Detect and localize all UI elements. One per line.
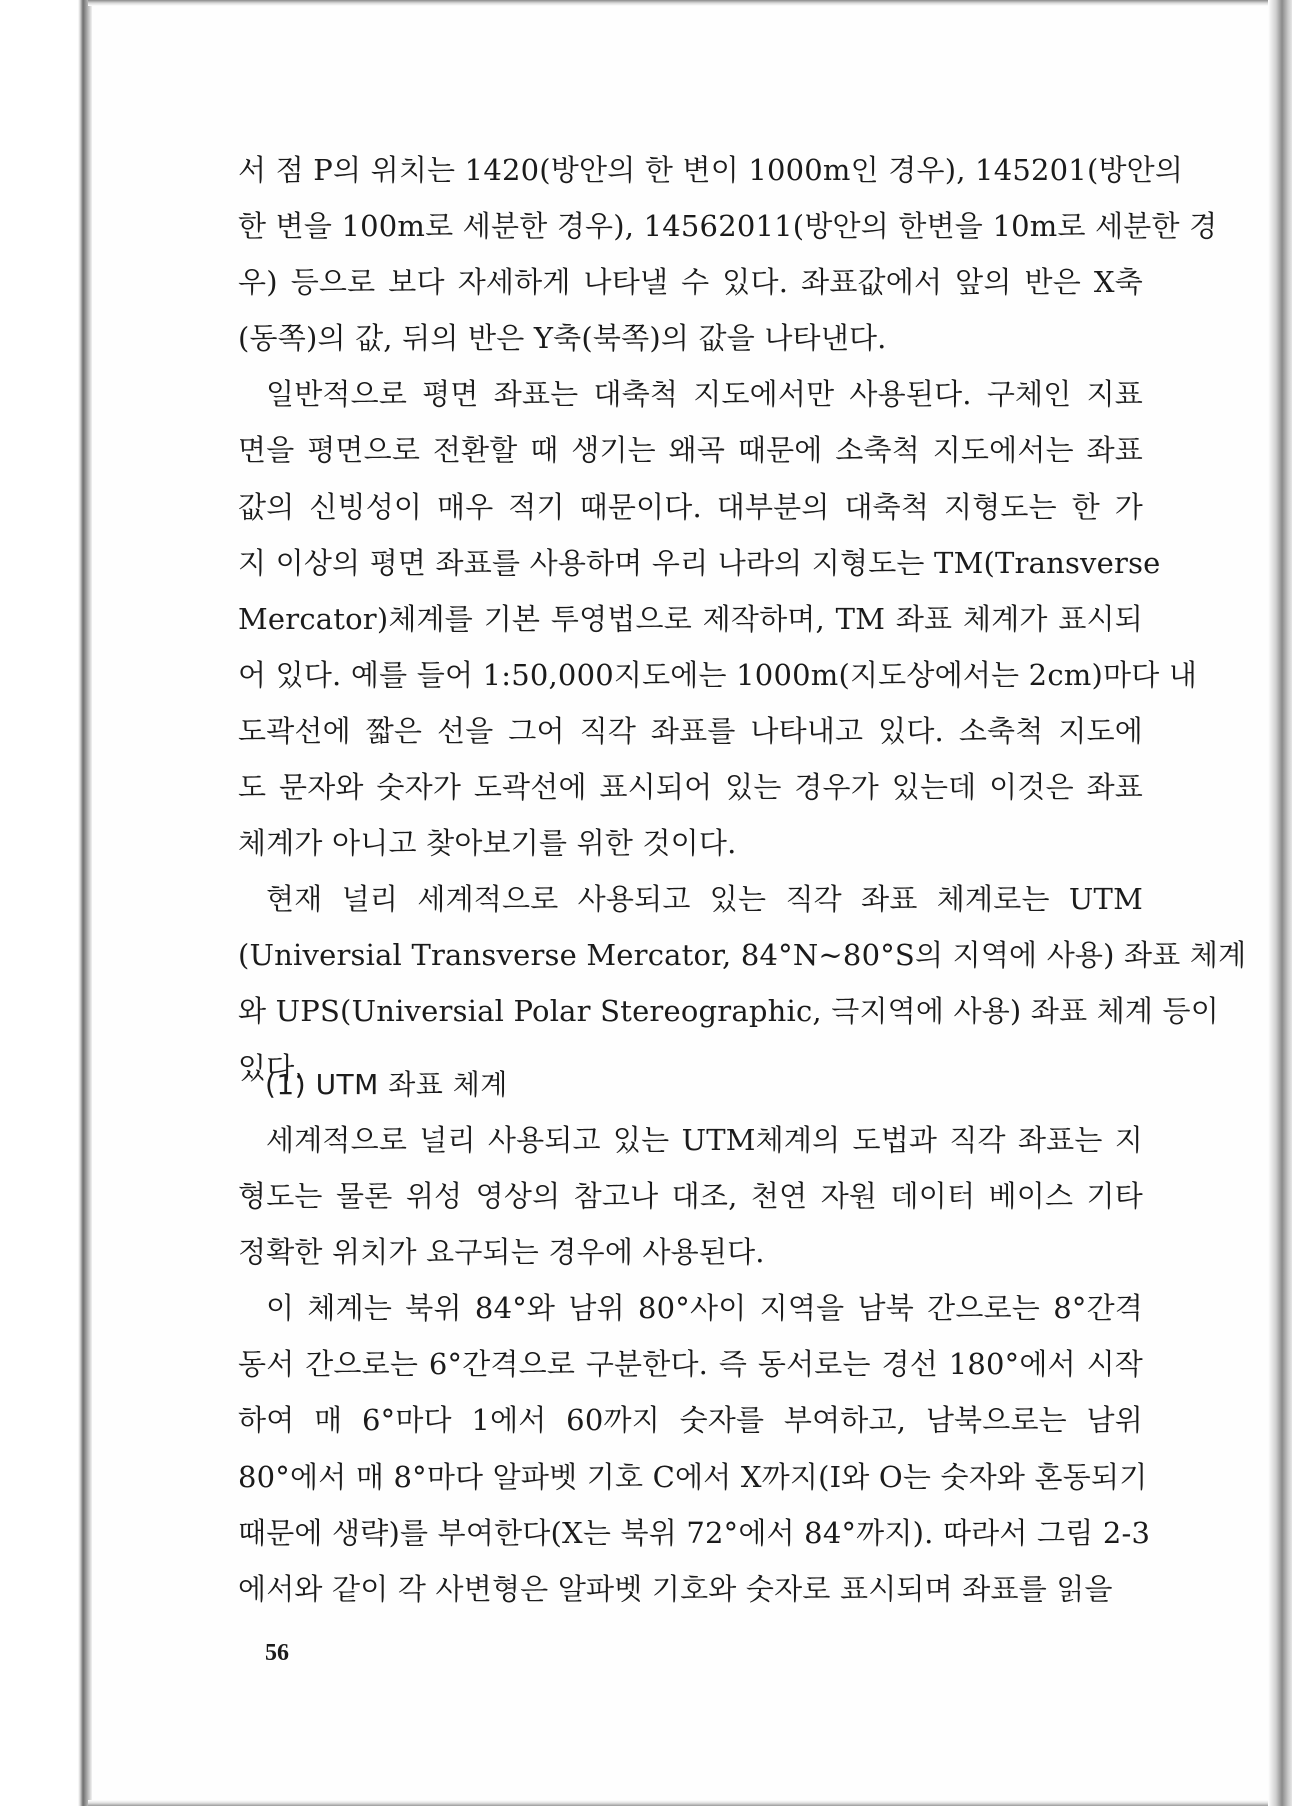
text-line: Mercator)체계를 기본 투영법으로 제작하며, TM 좌표 체계가 표시되 [238,601,1143,636]
text-line: 세계적으로 널리 사용되고 있는 UTM체계의 도법과 직각 좌표는 지 [266,1123,1143,1157]
text-line: 서 점 P의 위치는 1420(방안의 한 변이 1000m인 경우), 145201(방안의 [238,153,1184,187]
body-text-bottom [238,1112,1151,1617]
text-line: 지 이상의 평면 좌표를 사용하며 우리 나라의 지형도는 TM(Transverse [238,545,1161,580]
text-line: 어 있다. 예를 들어 1:50,000지도에는 1000m(지도상에서는 2cm)마다 내 [238,657,1198,692]
text-line: 값의 신빙성이 매우 적기 때문이다. 대부분의 대축척 지형도는 한 가 [238,489,1143,524]
book-spine-shadow [0,0,92,1806]
text-line: 하여 매 6°마다 1에서 60까지 숫자를 부여하고, 남북으로는 남위 [238,1403,1143,1438]
text-line: 현재 널리 세계적으로 사용되고 있는 직각 좌표 체계로는 UTM [266,882,1143,917]
text-line: 도 문자와 숫자가 도곽선에 표시되어 있는 경우가 있는데 이것은 좌표 [238,770,1143,805]
body-text-top [238,142,1247,1096]
text-line: 때문에 생략)를 부여한다(X는 북위 72°에서 84°까지). 따라서 그림 2-3 [238,1515,1151,1550]
text-line: 면을 평면으로 전환할 때 생기는 왜곡 때문에 소축척 지도에서는 좌표 [238,433,1143,468]
page-edge-shadow [1268,0,1292,1806]
text-line: 한 변을 100m로 세분한 경우), 14562011(방안의 한변을 10m로 세분한 경 [238,209,1218,244]
text-line: 에서와 같이 각 사변형은 알파벳 기호와 숫자로 표시되며 좌표를 읽을 [238,1571,1113,1606]
text-line: 체계가 아니고 찾아보기를 위한 것이다. [238,826,737,861]
paragraph [238,366,1198,871]
text-line: (Universial Transverse Mercator, 84°N~80°S의 지역에 사용) 좌표 체계 [238,938,1247,973]
text-line: 와 UPS(Universial Polar Stereographic, 극지역에 사용) 좌표 체계 등이 [238,994,1219,1029]
text-line: 있다. [238,1050,304,1085]
page-bottom-edge [88,1800,1268,1806]
text-line: 일반적으로 평면 좌표는 대축척 지도에서만 사용된다. 구체인 지표 [266,377,1143,412]
paragraph [238,1280,1151,1617]
text-line: (동쪽)의 값, 뒤의 반은 Y축(북쪽)의 값을 나타낸다. [238,321,887,356]
paragraph [238,142,1218,366]
text-line: 우) 등으로 보다 자세하게 나타낼 수 있다. 좌표값에서 앞의 반은 X축 [238,265,1143,300]
text-line: 형도는 물론 위성 영상의 참고나 대조, 천연 자원 데이터 베이스 기타 [238,1179,1143,1214]
paragraph [238,1112,1143,1280]
text-line: 이 체계는 북위 84°와 남위 80°사이 지역을 남북 간으로는 8°간격 [266,1291,1143,1326]
page-number: 56 [265,1640,289,1666]
section-heading: (1) UTM 좌표 체계 [265,1068,508,1101]
paragraph [238,871,1247,1095]
text-line: 정확한 위치가 요구되는 경우에 사용된다. [238,1235,765,1270]
text-line: 도곽선에 짧은 선을 그어 직각 좌표를 나타내고 있다. 소축척 지도에 [238,713,1143,748]
text-line: 80°에서 매 8°마다 알파벳 기호 C에서 X까지(I와 O는 숫자와 혼동되기 [238,1459,1148,1494]
text-line: 동서 간으로는 6°간격으로 구분한다. 즉 동서로는 경선 180°에서 시작 [238,1347,1143,1382]
